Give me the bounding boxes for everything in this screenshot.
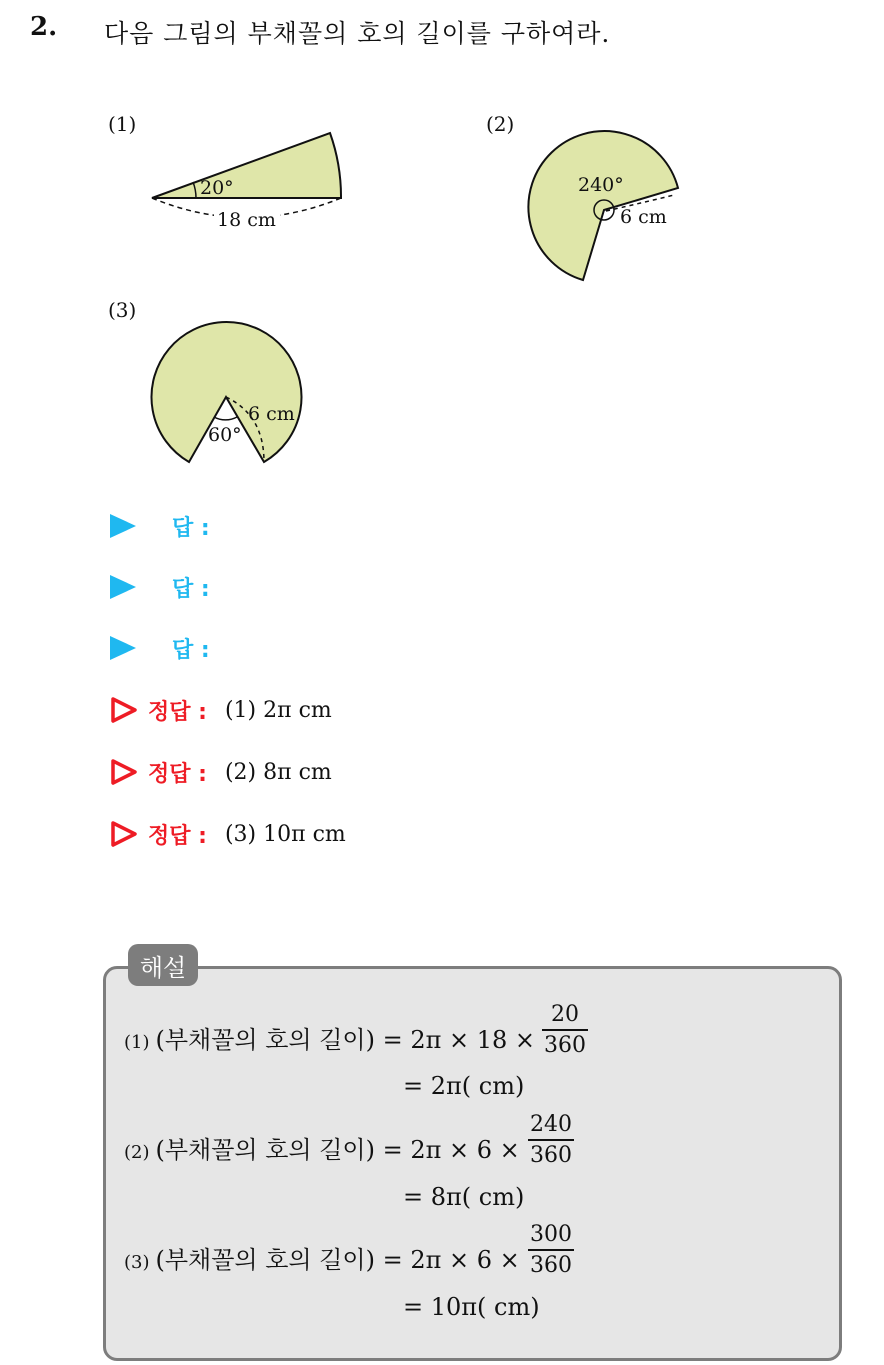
explanation-lhs: (부채꼴의 호의 길이) = 2π × 18 × — [155, 1026, 536, 1054]
correct-answer-2 — [110, 754, 332, 790]
outline-arrow-icon — [110, 820, 138, 848]
answer-label: 답 : — [172, 515, 210, 541]
question-text: 다음 그림의 부채꼴의 호의 길이를 구하여라. — [104, 19, 611, 48]
correct-answer-1 — [110, 692, 332, 728]
figure-1-angle: 20° — [200, 177, 234, 199]
figure-3-label: (3) — [108, 298, 137, 322]
answer-blank-2[interactable] — [110, 569, 210, 605]
fraction-denominator: 360 — [530, 1143, 572, 1168]
correct-answer-label: 정답 : — [148, 699, 207, 725]
correct-answer-label: 정답 : — [148, 823, 207, 849]
outline-arrow-icon — [110, 758, 138, 786]
answer-label: 답 : — [172, 576, 210, 602]
explanation-index: (1) — [124, 1032, 150, 1053]
explanation-tag: 해설 — [128, 944, 198, 986]
answer-blank-3[interactable] — [110, 630, 210, 666]
play-arrow-icon — [110, 575, 136, 599]
question-number: 2. — [30, 12, 58, 42]
figure-1-sector — [140, 125, 360, 240]
answer-blank-1[interactable] — [110, 508, 210, 544]
correct-answer-value: (2) 8π cm — [224, 759, 332, 785]
fraction-numerator: 300 — [528, 1222, 574, 1251]
explanation-line-3 — [124, 1240, 520, 1275]
figure-2-label: (2) — [486, 112, 515, 136]
figure-2-sector — [520, 125, 720, 290]
outline-arrow-icon — [110, 696, 138, 724]
fraction-numerator: 20 — [542, 1002, 588, 1031]
play-arrow-icon — [110, 636, 136, 660]
explanation-lhs: (부채꼴의 호의 길이) = 2π × 6 × — [155, 1136, 520, 1164]
figure-1-radius: 18 cm — [217, 209, 276, 231]
figure-1-label: (1) — [108, 112, 137, 136]
fraction-1 — [542, 1002, 588, 1058]
explanation-result-2: = 8π( cm) — [403, 1183, 525, 1211]
explanation-index: (3) — [124, 1252, 150, 1273]
correct-answer-label: 정답 : — [148, 761, 207, 787]
correct-answer-value: (3) 10π cm — [224, 821, 346, 847]
correct-answer-3 — [110, 816, 346, 852]
explanation-result-1: = 2π( cm) — [403, 1072, 525, 1100]
explanation-line-1 — [124, 1020, 535, 1055]
fraction-denominator: 360 — [544, 1033, 586, 1058]
correct-answer-value: (1) 2π cm — [224, 697, 332, 723]
explanation-line-2 — [124, 1130, 520, 1165]
answer-label: 답 : — [172, 637, 210, 663]
figure-3-angle: 60° — [208, 424, 242, 446]
explanation-result-3: = 10π( cm) — [403, 1293, 540, 1321]
explanation-index: (2) — [124, 1142, 150, 1163]
figure-2-radius: 6 cm — [620, 206, 667, 228]
fraction-denominator: 360 — [530, 1253, 572, 1278]
figure-3-sector — [140, 315, 320, 475]
fraction-3 — [528, 1222, 574, 1278]
figure-3-radius: 6 cm — [248, 403, 295, 425]
explanation-lhs: (부채꼴의 호의 길이) = 2π × 6 × — [155, 1246, 520, 1274]
play-arrow-icon — [110, 514, 136, 538]
fraction-2 — [528, 1112, 574, 1168]
fraction-numerator: 240 — [528, 1112, 574, 1141]
figure-2-angle: 240° — [578, 174, 624, 196]
